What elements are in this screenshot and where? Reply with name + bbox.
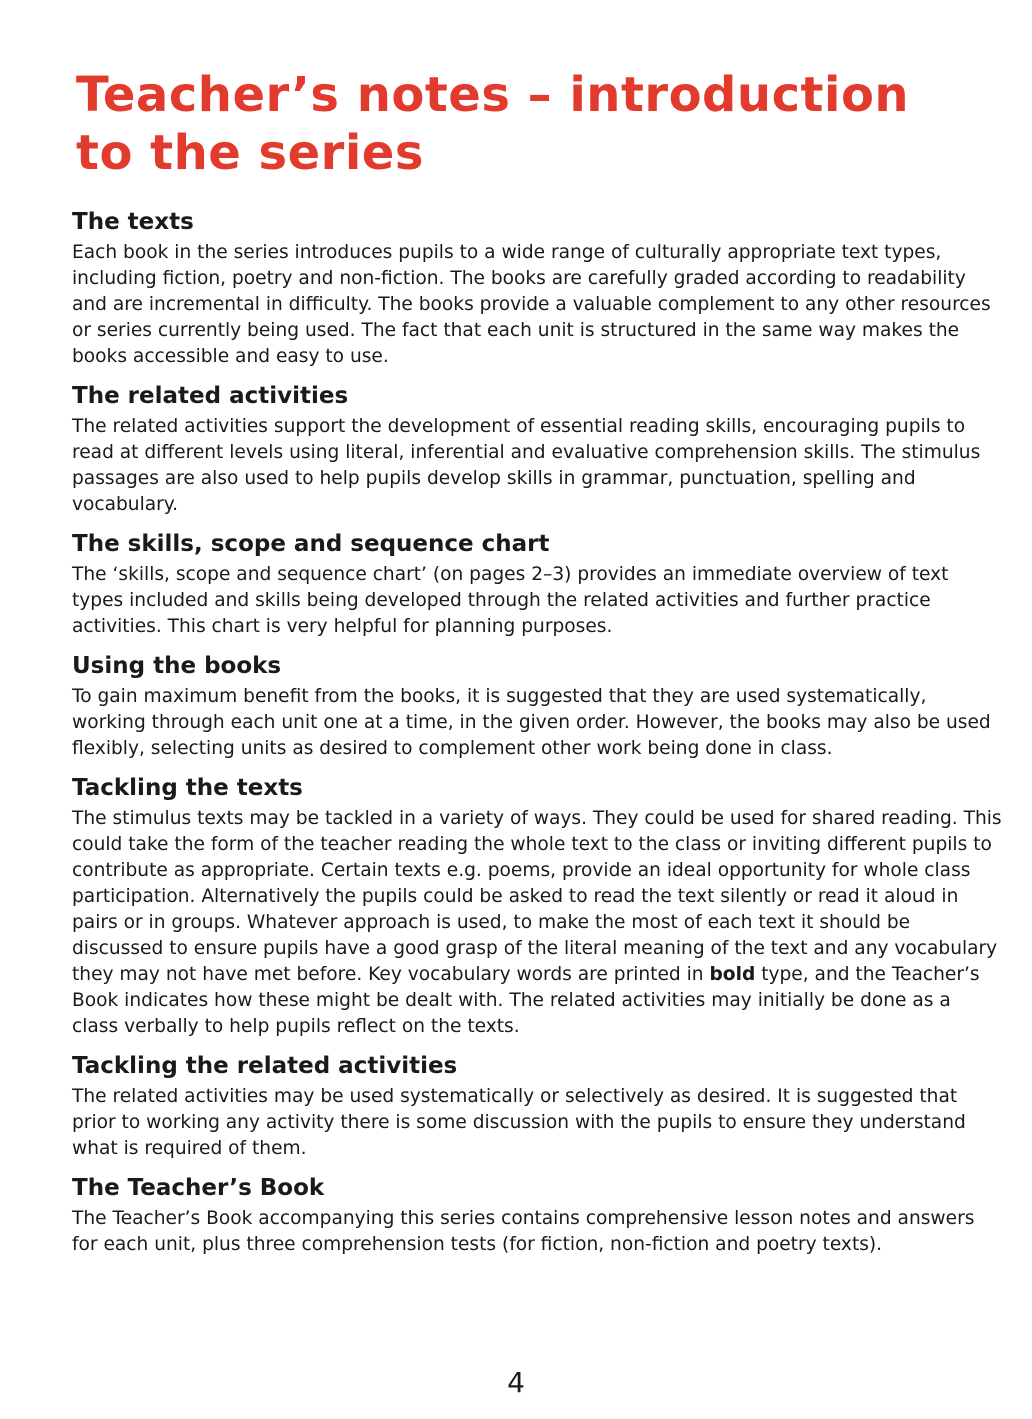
- section-heading: Tackling the related activities: [72, 1053, 458, 1079]
- section-paragraph: The Teacher’s Book accompanying this series contains comprehensive lesson notes and answers for each unit, plus three comprehension tests (for fiction, non-fiction and poetry texts).: [72, 1208, 975, 1255]
- section-heading: Using the books: [72, 653, 282, 679]
- section-tackling-related-activities: [72, 1052, 1002, 1162]
- section-heading: The texts: [72, 209, 194, 235]
- section-heading: The skills, scope and sequence chart: [72, 531, 550, 557]
- section-heading: Tackling the texts: [72, 775, 303, 801]
- section-paragraph: The related activities support the development of essential reading skills, encouraging pupils to read at different levels using literal, inferential and evaluative comprehension skills. The stimulus passages are also used to help pupils develop skills in grammar, punctuation, spelling and vocabulary.: [72, 416, 981, 515]
- section-paragraph: The ‘skills, scope and sequence chart’ (on pages 2–3) provides an immediate overview of text types included and skills being developed through the related activities and further practice activities. This chart is very helpful for planning purposes.: [72, 564, 949, 637]
- section-heading: The related activities: [72, 383, 349, 409]
- paragraph-text-before-bold: The stimulus texts may be tackled in a variety of ways. They could be used for shared reading. This could take the form of the teacher reading the whole text to the class or inviting different pupils to contribute as appropriate. Certain texts e.g. poems, provide an ideal opportunity for whole class participation. Alternatively the pupils could be asked to read the text silently or read it aloud in pairs or in groups. Whatever approach is used, to make the most of each text it should be discussed to ensure pupils have a good grasp of the literal meaning of the text and any vocabulary they may not have met before. Key vocabulary words are printed in: [72, 808, 1002, 985]
- section-teachers-book: [72, 1174, 1002, 1258]
- section-skills-scope-sequence-chart: [72, 530, 1002, 640]
- section-using-the-books: [72, 652, 1002, 762]
- content-body: [72, 208, 1002, 1270]
- page-title: Teacher’s notes – introduction to the series: [76, 67, 910, 181]
- section-heading: The Teacher’s Book: [72, 1175, 325, 1201]
- section-the-texts: [72, 208, 1002, 370]
- page-number: 4: [507, 1366, 525, 1399]
- section-paragraph: Each book in the series introduces pupils to a wide range of culturally appropriate text types, including fiction, poetry and non-fiction. The books are carefully graded according to readability and are incremental in difficulty. The books provide a valuable complement to any other resources or series currently being used. The fact that each unit is structured in the same way makes the books accessible and easy to use.: [72, 242, 991, 367]
- section-paragraph: [72, 806, 1002, 1040]
- bold-word: bold: [709, 964, 756, 985]
- paragraph-text-after-bold: type, and the Teacher’s Book indicates how these might be dealt with. The related activities may initially be done as a class verbally to help pupils reflect on the texts.: [72, 964, 980, 1037]
- section-paragraph: To gain maximum benefit from the books, it is suggested that they are used systematically, working through each unit one at a time, in the given order. However, the books may also be used flexibly, selecting units as desired to complement other work being done in class.: [72, 686, 991, 759]
- section-paragraph: The related activities may be used systematically or selectively as desired. It is suggested that prior to working any activity there is some discussion with the pupils to ensure they understand what is required of them.: [72, 1086, 966, 1159]
- section-tackling-the-texts: [72, 774, 1002, 1040]
- section-related-activities: [72, 382, 1002, 518]
